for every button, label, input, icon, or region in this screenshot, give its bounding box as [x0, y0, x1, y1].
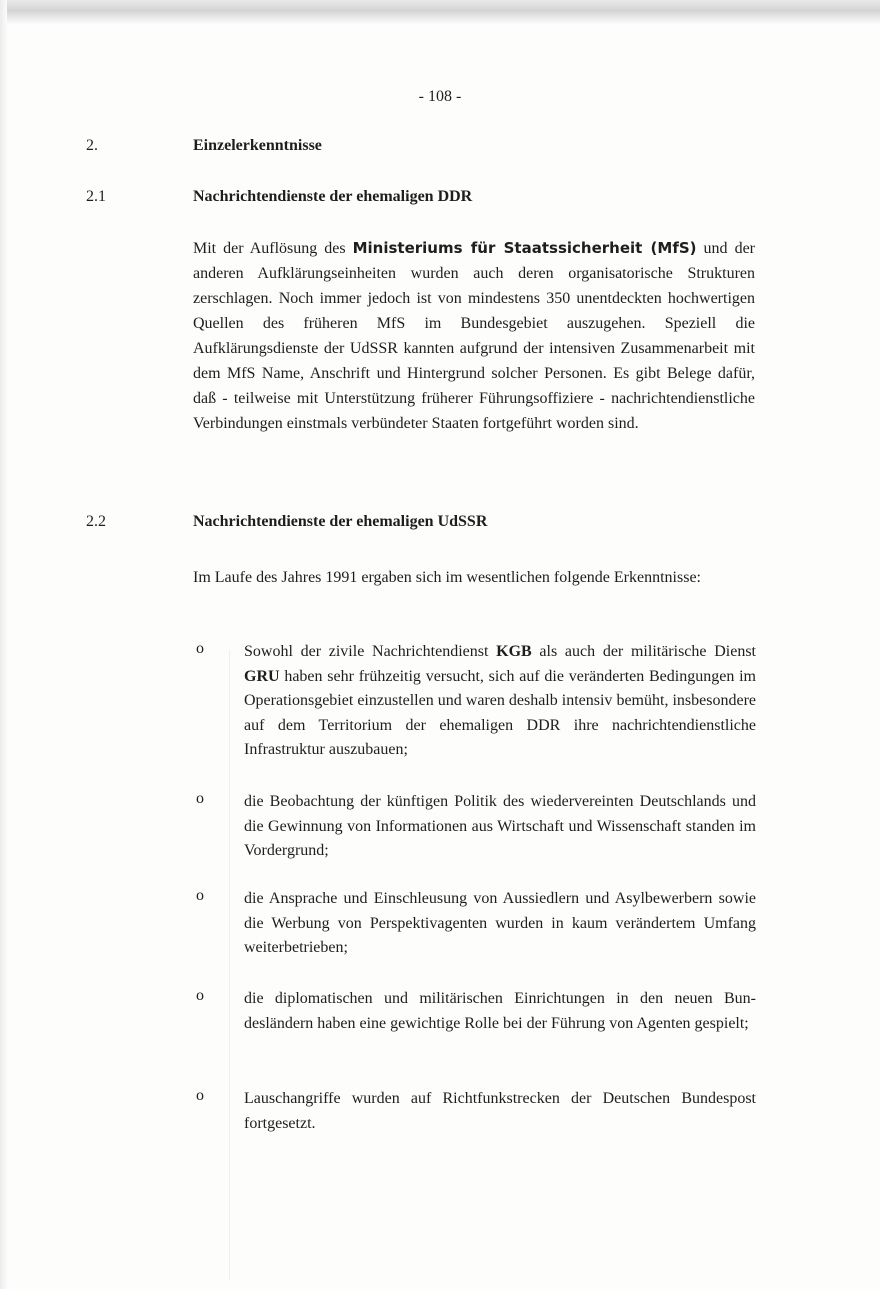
bullet-marker: o [196, 987, 204, 1004]
bold-term: Ministeriums für Staatssicherheit (MfS) [352, 239, 697, 257]
list-item-text: als auch der militärische Dienst [531, 643, 756, 660]
bullet-marker: o [196, 790, 204, 807]
section-heading: Einzelerkenntnisse [193, 137, 322, 154]
scan-edge-left [0, 0, 7, 1289]
list-item: die Beobachtung der künftigen Politik des wiedervereinten Deutschlands und die Gewinnung von Informationen aus Wirtschaft und Wissenschaft standen im Vordergrund; [244, 793, 756, 859]
list-item: Lauschangriffe wurden auf Richtfunkstrecken der Deutschen Bundespost fortgesetzt. [244, 1090, 756, 1132]
list-item [244, 640, 756, 763]
paragraph-text: Mit der Auflösung des [193, 240, 353, 257]
bullet-marker: o [196, 640, 204, 657]
subsection-number: 2.1 [86, 188, 106, 205]
scan-edge-top [0, 0, 880, 26]
list-item-text: Sowohl der zivile Nachrichtendienst [244, 643, 497, 660]
subsection-heading: Nachrichtendienste der ehemaligen DDR [193, 188, 473, 205]
list-item: die diplomatischen und militärischen Einrichtungen in den neuen Bundesländern haben eine gewichtige Rolle bei der Führung von Agenten gespielt; [244, 990, 756, 1032]
margin-rule [229, 650, 230, 1280]
list-item-text: haben sehr frühzeitig versucht, sich auf die veränderten Bedingungen im Operationsgebiet einzustellen und waren deshalb intensiv bemüht, insbesondere auf dem Territorium der ehemaligen DDR ihre nachrichtendienstliche Infrastruktur auszubauen; [244, 667, 756, 758]
section-number: 2. [86, 137, 98, 154]
subsection-heading: Nachrichtendienste der ehemaligen UdSSR [193, 513, 488, 530]
bullet-marker: o [196, 1087, 204, 1104]
paragraph-text: und der anderen Aufklärungseinheiten wurden auch deren organisatorische Strukturen zerschlagen. Noch immer jedoch ist von mindestens 350 unentdeckten hochwertigen Quellen des früheren MfS im Bundesgebiet auszugehen. Speziell die Aufklärungsdienste der UdSSR kannten aufgrund der intensiven Zusammenarbeit mit dem MfS Name, Anschrift und Hintergrund solcher Personen. Es gibt Belege dafür, daß - teilweise mit Unterstützung früherer Führungsoffiziere - nachrichtendienstliche Verbindungen einstmals verbündeter Staaten fortgeführt worden sind. [193, 240, 755, 432]
intro-paragraph: Im Laufe des Jahres 1991 ergaben sich im wesentlichen folgende Erkenntnisse: [193, 569, 701, 586]
body-paragraph [193, 236, 755, 436]
list-item: die Ansprache und Einschleusung von Aussiedlern und Asylbewerbern sowie die Werbung von Perspektivagenten wurden in kaum verändertem Umfang weiterbetrieben; [244, 890, 756, 956]
bullet-marker: o [196, 887, 204, 904]
bold-term: KGB [496, 643, 532, 660]
subsection-number: 2.2 [86, 513, 106, 530]
page-number: - 108 - [418, 88, 462, 105]
bold-term: GRU [244, 667, 280, 685]
